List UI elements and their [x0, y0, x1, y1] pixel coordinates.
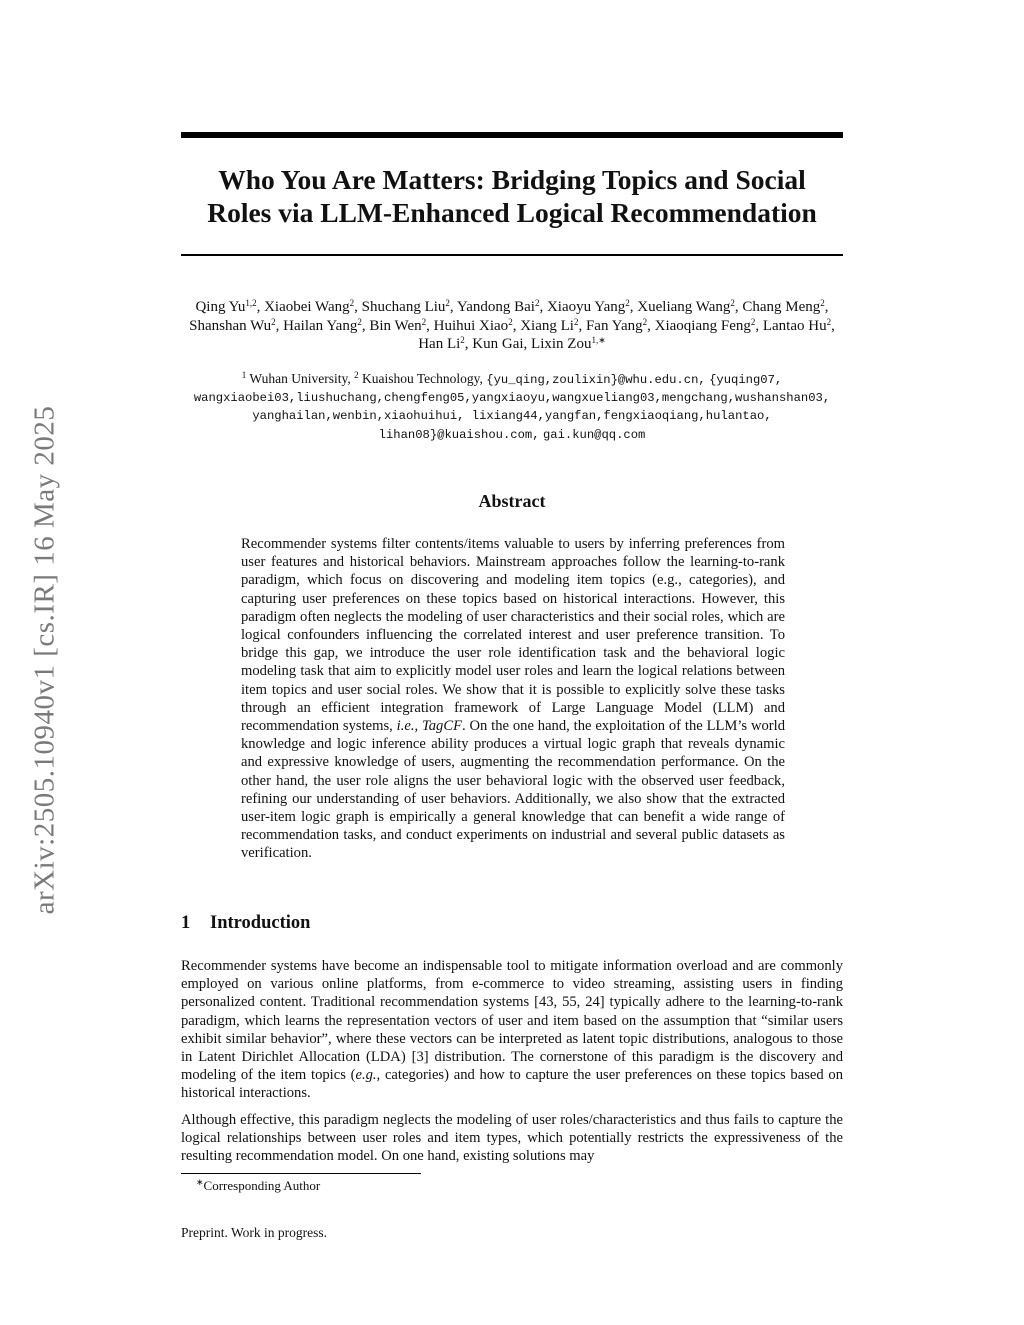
abstract-part-1: Recommender systems filter contents/items valuable to users by inferring preferences from user features and historical behaviors. Mainstream approaches follow the learning-to-rank paradigm, which focus on discovering and modeling item topics (e.g., categories), and capturing user preferences on these topics based on historical interactions. However, this paradigm often neglects the modeling of user characteristics and their social roles, which are logical confounders influencing the correlated interest and user preference transition. To bridge this gap, we introduce the user role identification task and the behavioral logic modeling task that aim to explicitly model user roles and learn the logical relations between item topics and user social roles. We show that it is possible to explicitly solve these tasks through an efficient integration framework of Large Language Model (LLM) and recommendation systems,	[241, 536, 785, 735]
affiliation-line-1	[176, 370, 848, 389]
author-affiliation-marker: 2	[349, 298, 355, 308]
author-affiliation-marker: 2	[421, 316, 427, 327]
footnote	[196, 1178, 320, 1194]
author-name: Kun Gai	[472, 336, 524, 352]
affiliations	[176, 370, 848, 444]
author-name: Qing Yu	[195, 299, 246, 315]
abstract-text	[241, 535, 785, 863]
intro-p1-part-2: categories) and how to capture the user preferences on these topics based on historical interactions.	[181, 1067, 843, 1102]
author-entry	[655, 318, 756, 334]
author-entry	[195, 299, 256, 315]
author-affiliation-marker: 1,∗	[591, 335, 606, 345]
abstract-emphasis: i.e., TagCF	[396, 718, 462, 735]
email-group-2-end[interactable]: lihan08}@kuaishou.com,	[378, 428, 540, 442]
intro-p1-part-1: Recommender systems have become an indispensable tool to mitigate information overload and are commonly employed on various online platforms, from e-commerce to video streaming, assisting users in finding personalized content. Traditional recommendation systems [43, 55, 24] typically adhere to the learning-to-rank paradigm, which learns the representation vectors of user and item based on the assumption that “similar users exhibit similar behavior”, where these vectors can be interpreted as latent topic distributions, analogous to those in Latent Dirichlet Allocation (LDA) [3] distribution. The cornerstone of this paradigm is the discovery and modeling of the item topics (	[181, 958, 843, 1084]
abstract-part-2: . On the one hand, the exploitation of the LLM’s world knowledge and logic inference ability produces a virtual logic graph that reveals dynamic and expressive knowledge of users, augmenting the recommendation performance. On the other hand, the user role aligns the user behavioral logic with the observed user feedback, refining our understanding of user behaviors. Additionally, we also show that the extracted user-item logic graph is empirically a general knowledge that can benefit a wide range of recommendation tasks, and conduct experiments on industrial and several public datasets as verification.	[241, 718, 786, 862]
title-line-1: Who You Are Matters: Bridging Topics and Social	[218, 164, 806, 195]
author-entry	[520, 318, 578, 334]
author-entry	[472, 336, 523, 352]
author-name: Xiaoqiang Feng	[654, 317, 751, 334]
intro-paragraph-1	[181, 957, 843, 1103]
preprint-notice: Preprint. Work in progress.	[181, 1225, 328, 1240]
author-entry	[283, 318, 362, 334]
author-name: Xueliang Wang	[637, 299, 731, 315]
author-name: Lantao Hu	[762, 317, 827, 334]
author-affiliation-marker: 2	[445, 298, 450, 308]
author-name: Xiang Li	[520, 317, 574, 334]
author-name: Lixin Zou	[531, 336, 592, 352]
author-entry	[369, 318, 426, 334]
author-name: Huihui Xiao	[433, 317, 509, 334]
section-number: 1	[181, 913, 191, 933]
author-entry	[418, 336, 465, 352]
institution-1: Wuhan University,	[249, 371, 351, 386]
email-group-2-start[interactable]: {yuqing07,	[709, 373, 783, 387]
author-name: Fan Yang	[585, 317, 643, 334]
author-entry	[362, 299, 450, 315]
author-entry	[742, 299, 824, 315]
author-entry	[434, 318, 513, 334]
author-entry	[763, 318, 831, 334]
author-affiliation-marker: 2	[508, 316, 513, 327]
author-name: Xiaoyu Yang	[546, 299, 626, 315]
author-affiliation-marker: 2	[271, 316, 276, 327]
author-affiliation-marker: 2	[625, 298, 630, 308]
intro-paragraph-2: Although effective, this paradigm neglects the modeling of user roles/characteristics and thus fails to capture the logical relationships between user roles and item types, which potentially restricts the expressiveness of the resulting recommendation model. On one hand, existing solutions may	[181, 1112, 843, 1165]
author-affiliation-marker: 2	[642, 316, 648, 327]
author-affiliation-marker: 2	[357, 316, 362, 327]
author-affiliation-marker: 2	[573, 316, 579, 327]
email-line-2[interactable]: wangxiaobei03,liushuchang,chengfeng05,yangxiaoyu,wangxueliang03,mengchang,wushanshan03,	[193, 391, 831, 405]
author-name: Xiaobei Wang	[264, 299, 350, 315]
affiliation-marker-1: 1	[241, 370, 247, 380]
author-affiliation-marker: 1,2	[245, 298, 257, 308]
title-top-rule	[181, 132, 843, 138]
author-affiliation-marker: 2	[820, 298, 825, 308]
author-affiliation-marker: 2	[750, 316, 756, 327]
institution-2: Kuaishou Technology,	[361, 371, 483, 386]
title-bottom-rule	[181, 254, 843, 256]
author-entry	[586, 318, 647, 334]
author-name: Shuchang Liu	[361, 299, 446, 315]
author-affiliation-marker: 2	[534, 298, 540, 308]
author-name: Han Li	[418, 336, 461, 352]
author-entry	[457, 299, 540, 315]
author-entry	[637, 299, 735, 315]
paper-title	[181, 163, 843, 229]
author-entry	[531, 336, 606, 352]
author-affiliation-marker: 2	[826, 316, 832, 327]
email-line-4	[176, 425, 848, 444]
author-affiliation-marker: 2	[460, 335, 465, 345]
footnote-marker: ∗	[196, 1177, 204, 1187]
footnote-text: Corresponding Author	[203, 1178, 321, 1193]
section-title: Introduction	[210, 913, 311, 933]
email-group-1[interactable]: {yu_qing,zoulixin}@whu.edu.cn,	[486, 373, 706, 387]
author-list: Qing Yu$^{1,2}$, Xiaobei Wang$^2$, Shuchang Liu$^2$, Yandong Bai$^2$, Xiaoyu Yang$^2$, Xueliang Wang$^2$, Chang Meng$^2$, Shanshan Wu$^2$, Hailan Yang$^2$, Bin Wen$^2$, Huihui Xiao$^2$, Xiang Li$^2$, Fan Yang$^2$, Xiaoqiang Feng$^2$, Lantao Hu$^2$, Han Li$^2$, Kun Gai, Lixin Zou$^{1,∗}$	[189, 298, 835, 352]
email-group-3[interactable]: gai.kun@qq.com	[542, 428, 646, 442]
footnote-rule	[181, 1173, 421, 1174]
author-name: Hailan Yang	[283, 317, 358, 334]
section-heading-introduction	[181, 913, 310, 934]
author-affiliation-marker: 2	[730, 298, 735, 308]
abstract-heading: Abstract	[478, 491, 546, 511]
affiliation-marker-2: 2	[354, 370, 359, 380]
intro-p1-emphasis: e.g.,	[355, 1067, 381, 1084]
email-line-3[interactable]: yanghailan,wenbin,xiaohuihui, lixiang44,yangfan,fengxiaoqiang,hulantao,	[252, 409, 772, 423]
author-entry	[547, 299, 630, 315]
title-line-2: Roles via LLM-Enhanced Logical Recommendation	[207, 197, 817, 228]
author-name: Bin Wen	[369, 317, 422, 334]
author-entry	[189, 318, 276, 334]
author-name: Chang Meng	[742, 299, 821, 315]
arxiv-identifier-stamp: arXiv:2505.10940v1 [cs.IR] 16 May 2025	[28, 405, 61, 915]
author-name: Shanshan Wu	[189, 317, 272, 334]
author-entry	[264, 299, 354, 315]
author-name: Yandong Bai	[456, 299, 535, 315]
